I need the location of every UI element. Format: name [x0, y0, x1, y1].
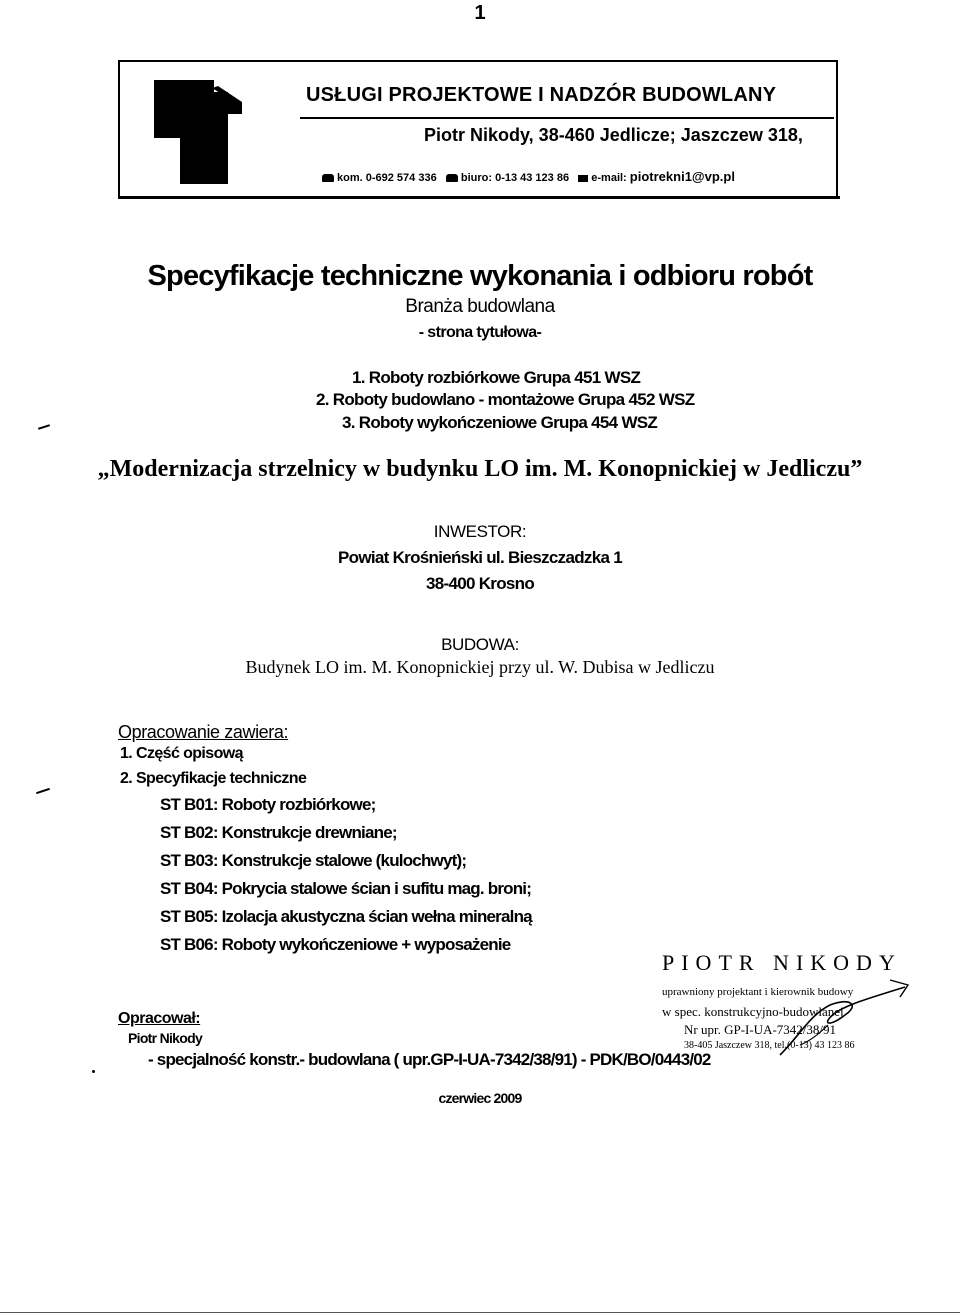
page-type-subtitle: - strona tytułowa- [418, 324, 542, 341]
spec-item [160, 879, 531, 899]
spec-code: ST B01: [160, 795, 218, 814]
contents-heading: Opracowanie zawiera: [118, 722, 289, 742]
work-group-item: 1. Roboty rozbiórkowe Grupa 451 WSZ [352, 368, 641, 387]
branch-subtitle: Branża budowlana [405, 296, 555, 317]
stamp-line: 38-405 Jaszczew 318, tel.(0-13) 43 123 86 [684, 1040, 855, 1051]
spec-text: Roboty wykończeniowe + wyposażenie [217, 935, 511, 954]
mail-icon [578, 175, 588, 182]
email-label: e-mail: [591, 172, 627, 184]
spec-item [160, 935, 510, 955]
investor-city: 38-400 Krosno [425, 574, 535, 593]
prepared-by-name: Piotr Nikody [128, 1030, 203, 1046]
spec-item [160, 907, 532, 927]
email-address: piotrekni1@vp.pl [629, 169, 735, 184]
investor-label: INWESTOR: [433, 522, 527, 541]
building-name: Budynek LO im. M. Konopnickiej przy ul. W. Dubisa w Jedliczu [245, 657, 715, 677]
mobile-number: kom. 0-692 574 336 [337, 172, 437, 184]
contact-line [322, 169, 735, 184]
stamp-line: w spec. konstrukcyjno-budowlanej [662, 1004, 844, 1019]
letterhead-rule [300, 117, 834, 119]
spec-text: Pokrycia stalowe ścian i sufitu mag. broni; [217, 879, 532, 898]
spec-text: Izolacja akustyczna ścian wełna mineralną [217, 907, 532, 926]
investor-name: Powiat Krośnieński ul. Bieszczadzka 1 [338, 548, 622, 567]
spec-code: ST B04: [160, 879, 218, 898]
page-number: 1 [474, 2, 486, 24]
phone-icon [446, 174, 458, 182]
project-title: „Modernizacja strzelnicy w budynku LO im. M. Konopnickiej w Jedliczu” [97, 456, 863, 482]
company-logo-icon [150, 78, 250, 188]
spec-code: ST B05: [160, 907, 218, 926]
document-date: czerwiec 2009 [438, 1090, 522, 1106]
margin-mark [36, 788, 50, 794]
spec-item [160, 851, 466, 871]
prepared-by-qualification: - specjalność konstr.- budowlana ( upr.GP-I-UA-7342/38/91) - PDK/BO/0443/02 [148, 1050, 711, 1069]
letterhead-box-shadow [118, 196, 840, 199]
spec-text: Konstrukcje drewniane; [217, 823, 397, 842]
spec-item [160, 795, 375, 815]
prepared-by-heading: Opracował: [118, 1010, 201, 1027]
document-title: Specyfikacje techniczne wykonania i odbioru robót [147, 260, 813, 292]
contents-item: 2. Specyfikacje techniczne [120, 770, 307, 787]
building-label: BUDOWA: [441, 635, 519, 654]
owner-address: Piotr Nikody, 38-460 Jedlicze; Jaszczew 318, [424, 125, 803, 145]
phone-icon [322, 174, 334, 182]
spec-item [160, 823, 397, 843]
spec-code: ST B03: [160, 851, 218, 870]
work-group-item: 3. Roboty wykończeniowe Grupa 454 WSZ [342, 413, 658, 432]
spec-text: Konstrukcje stalowe (kulochwyt); [217, 851, 467, 870]
company-name: USŁUGI PROJEKTOWE I NADZÓR BUDOWLANY [306, 84, 777, 106]
signature-icon [740, 975, 920, 1070]
stamp-line: Nr upr. GP-I-UA-7342/38/91 [684, 1022, 837, 1037]
spec-text: Roboty rozbiórkowe; [217, 795, 376, 814]
stamp-name: PIOTR NIKODY [662, 950, 902, 975]
margin-mark [38, 424, 50, 430]
stamp-line: uprawniony projektant i kierownik budowy [662, 986, 854, 998]
work-group-item: 2. Roboty budowlano - montażowe Grupa 452 WSZ [316, 390, 695, 409]
contents-item: 1. Część opisową [120, 745, 243, 762]
office-number: biuro: 0-13 43 123 86 [460, 172, 570, 184]
spec-code: ST B06: [160, 935, 218, 954]
bottom-rule [0, 1312, 960, 1313]
spec-code: ST B02: [160, 823, 218, 842]
margin-dot [92, 1070, 95, 1073]
